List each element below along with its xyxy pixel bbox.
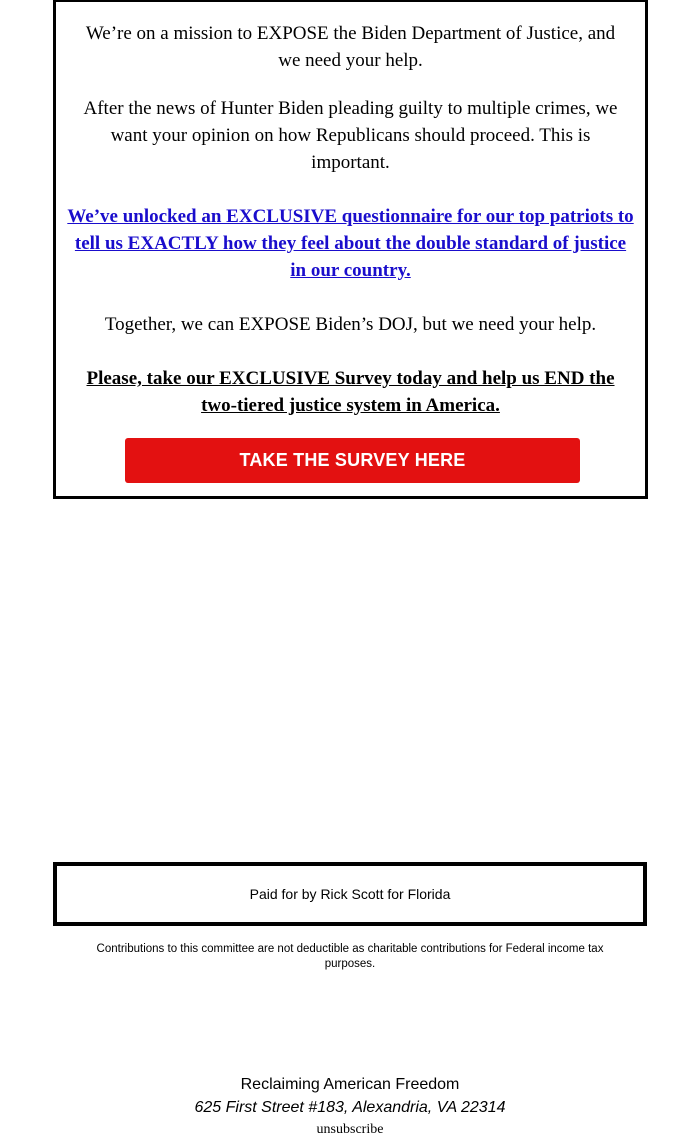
paid-for-text: Paid for by Rick Scott for Florida <box>249 886 451 902</box>
survey-call-paragraph: Please, take our EXCLUSIVE Survey today and help us END the two-tiered justice system in America. <box>86 368 615 416</box>
organization-name: Reclaiming American Freedom <box>240 1076 460 1093</box>
message-box <box>53 0 648 499</box>
together-paragraph: Together, we can EXPOSE Biden’s DOJ, but we need your help. <box>104 314 597 335</box>
organization-address: 625 First Street #183, Alexandria, VA 22314 <box>194 1099 506 1116</box>
unsubscribe-link[interactable]: unsubscribe <box>316 1122 384 1137</box>
questionnaire-link[interactable]: We’ve unlocked an EXCLUSIVE questionnaire for our top patriots to tell us EXACTLY how they feel about the double standard of justice in our country. <box>67 206 634 281</box>
paid-for-box <box>53 862 647 926</box>
context-paragraph: After the news of Hunter Biden pleading guilty to multiple crimes, we want your opinion on how Republicans should proceed. This is important. <box>83 98 618 173</box>
contribution-disclaimer: Contributions to this committee are not deductible as charitable contributions for Federal income tax purposes. <box>96 943 604 970</box>
take-survey-button[interactable]: TAKE THE SURVEY HERE <box>125 438 580 483</box>
intro-paragraph: We’re on a mission to EXPOSE the Biden Department of Justice, and we need your help. <box>85 23 616 71</box>
